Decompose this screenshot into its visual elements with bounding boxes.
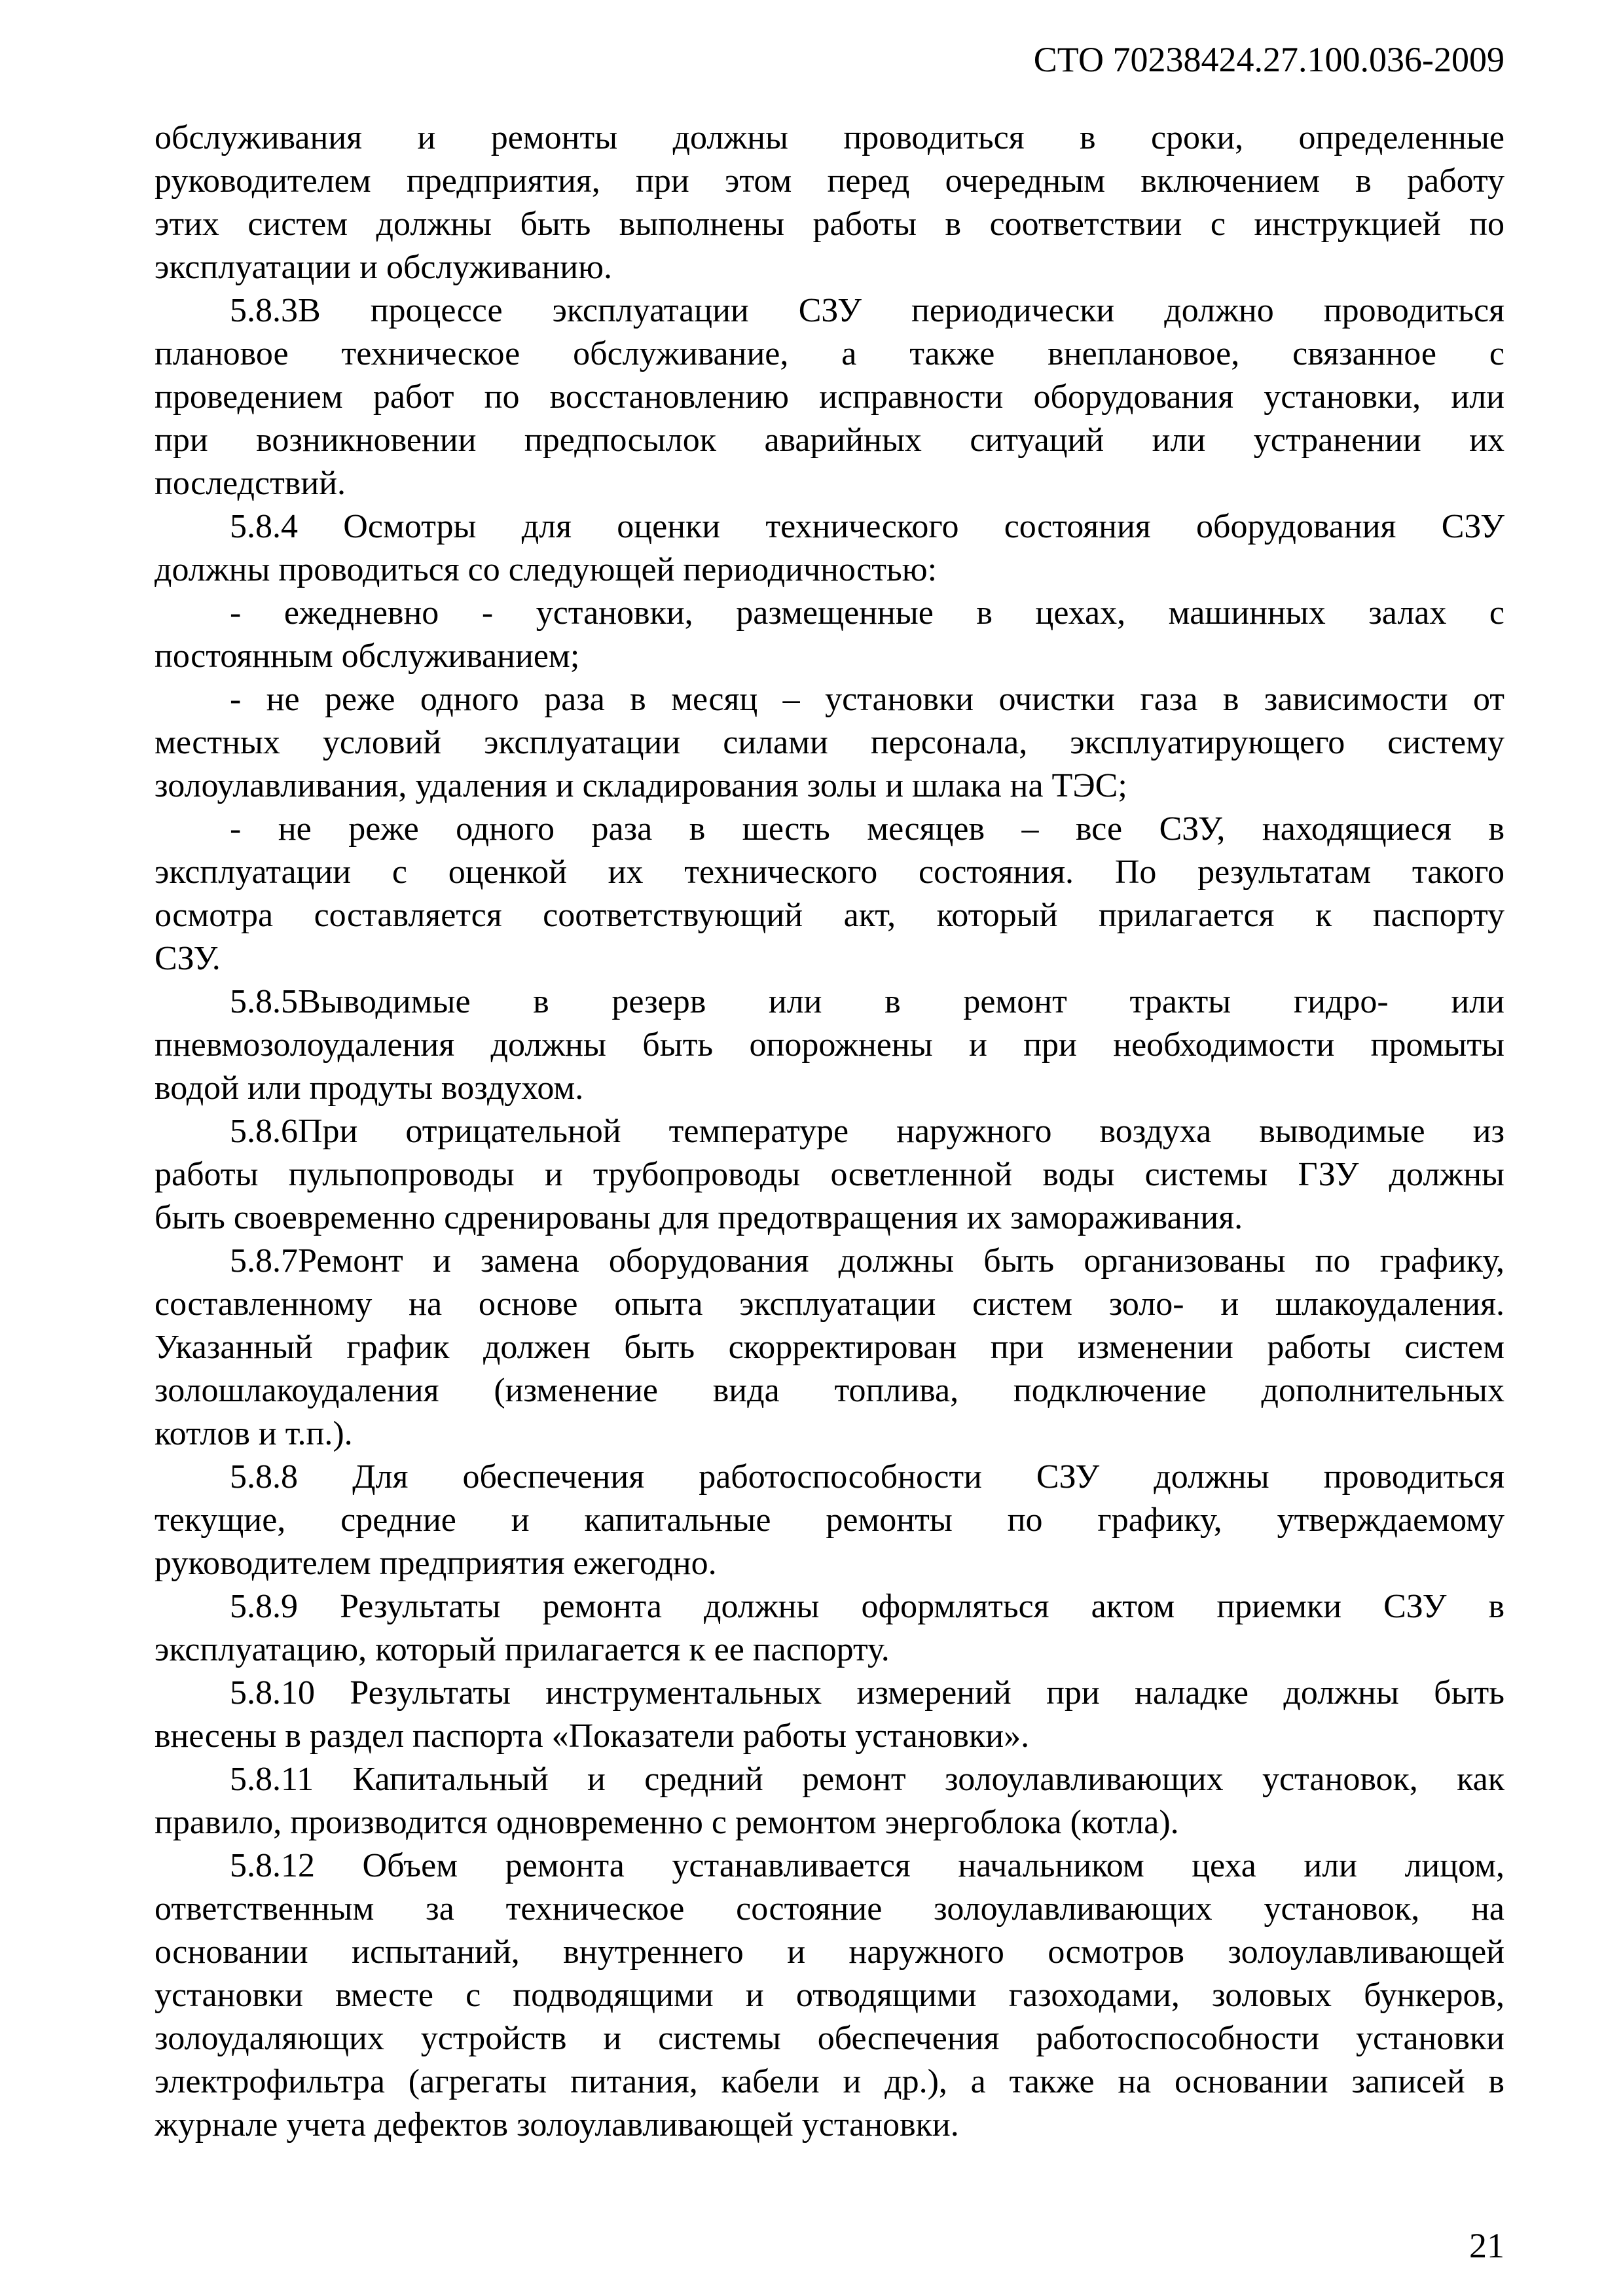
text-line: водой или продуты воздухом. xyxy=(155,1069,584,1107)
text-line: проведением работ по восстановлению исправности оборудования установки, или xyxy=(155,378,1504,416)
document-body xyxy=(155,117,1504,2147)
text-line: последствий. xyxy=(155,465,346,502)
text-line: работы пульпопроводы и трубопроводы осветленной воды системы ГЗУ должны xyxy=(155,1156,1504,1193)
text-line: электрофильтра (агрегаты питания, кабели и др.), а также на основании записей в xyxy=(155,2063,1504,2100)
text-line: ответственным за техническое состояние золоулавливающих установок, на xyxy=(155,1890,1504,1928)
text-line: 5.8.10 Результаты инструментальных измерений при наладке должны быть xyxy=(230,1674,1504,1712)
text-line: эксплуатации и обслуживанию. xyxy=(155,249,612,286)
text-line: - не реже одного раза в шесть месяцев – все СЗУ, находящиеся в xyxy=(230,810,1504,848)
text-line: Указанный график должен быть скорректирован при изменении работы систем xyxy=(155,1329,1504,1366)
text-line: быть своевременно сдренированы для предотвращения их замораживания. xyxy=(155,1199,1243,1236)
text-line: установки вместе с подводящими и отводящими газоходами, золовых бункеров, xyxy=(155,1977,1504,2014)
text-line: 5.8.9 Результаты ремонта должны оформляться актом приемки СЗУ в xyxy=(230,1588,1504,1625)
paragraph xyxy=(155,808,1504,980)
page-number: 21 xyxy=(1469,2226,1504,2265)
text-line: 5.8.5Выводимые в резерв или в ремонт тракты гидро- или xyxy=(230,983,1504,1020)
paragraph xyxy=(155,1672,1504,1758)
text-line: 5.8.4 Осмотры для оценки технического состояния оборудования СЗУ xyxy=(230,508,1504,545)
text-line: 5.8.3В процессе эксплуатации СЗУ периодически должно проводиться xyxy=(230,292,1504,329)
text-line: эксплуатации с оценкой их технического состояния. По результатам такого xyxy=(155,853,1504,891)
text-line: 5.8.6При отрицательной температуре наружного воздуха выводимые из xyxy=(230,1113,1504,1150)
text-line: обслуживания и ремонты должны проводиться в сроки, определенные xyxy=(155,119,1504,156)
text-line: текущие, средние и капитальные ремонты по графику, утверждаемому xyxy=(155,1501,1504,1539)
text-line: - не реже одного раза в месяц – установки очистки газа в зависимости от xyxy=(230,681,1504,718)
paragraph xyxy=(155,1585,1504,1672)
text-line: местных условий эксплуатации силами персонала, эксплуатирующего систему xyxy=(155,724,1504,761)
paragraph xyxy=(155,1110,1504,1240)
paragraph xyxy=(155,1844,1504,2147)
text-line: золошлакоудаления (изменение вида топлива, подключение дополнительных xyxy=(155,1372,1504,1409)
text-line: золоудаляющих устройств и системы обеспечения работоспособности установки xyxy=(155,2020,1504,2057)
text-line: плановое техническое обслуживание, а также внеплановое, связанное с xyxy=(155,335,1504,372)
text-line: этих систем должны быть выполнены работы в соответствии с инструкцией по xyxy=(155,206,1504,243)
paragraph xyxy=(155,1758,1504,1844)
text-line: эксплуатацию, который прилагается к ее паспорту. xyxy=(155,1631,890,1668)
text-line: журнале учета дефектов золоулавливающей установки. xyxy=(155,2106,959,2144)
text-line: 5.8.11 Капитальный и средний ремонт золоулавливающих установок, как xyxy=(230,1761,1504,1798)
paragraph xyxy=(155,980,1504,1110)
text-line: осмотра составляется соответствующий акт, который прилагается к паспорту xyxy=(155,897,1504,934)
text-line: котлов и т.п.). xyxy=(155,1415,353,1452)
text-line: СЗУ. xyxy=(155,940,221,977)
paragraph xyxy=(155,289,1504,505)
text-line: руководителем предприятия ежегодно. xyxy=(155,1545,717,1582)
text-line: 5.8.7Ремонт и замена оборудования должны быть организованы по графику, xyxy=(230,1242,1504,1280)
text-line: правило, производится одновременно с ремонтом энергоблока (котла). xyxy=(155,1804,1179,1841)
document-code-header: СТО 70238424.27.100.036-2009 xyxy=(1033,40,1504,79)
paragraph xyxy=(155,117,1504,289)
text-line: внесены в раздел паспорта «Показатели работы установки». xyxy=(155,1717,1030,1755)
text-line: 5.8.8 Для обеспечения работоспособности СЗУ должны проводиться xyxy=(230,1458,1504,1496)
text-line: при возникновении предпосылок аварийных ситуаций или устранении их xyxy=(155,422,1504,459)
text-line: составленному на основе опыта эксплуатации систем золо- и шлакоудаления. xyxy=(155,1285,1504,1323)
text-line: должны проводиться со следующей периодичностью: xyxy=(155,551,938,588)
text-line: руководителем предприятия, при этом перед очередным включением в работу xyxy=(155,162,1504,200)
text-line: золоулавливания, удаления и складирования золы и шлака на ТЭС; xyxy=(155,767,1127,804)
text-line: основании испытаний, внутреннего и наружного осмотров золоулавливающей xyxy=(155,1933,1504,1971)
text-line: постоянным обслуживанием; xyxy=(155,637,580,675)
paragraph xyxy=(155,592,1504,678)
text-line: 5.8.12 Объем ремонта устанавливается начальником цеха или лицом, xyxy=(230,1847,1504,1884)
paragraph xyxy=(155,1456,1504,1585)
text-line: пневмозолоудаления должны быть опорожнены и при необходимости промыты xyxy=(155,1026,1504,1064)
text-line: - ежедневно - установки, размещенные в цехах, машинных залах с xyxy=(230,594,1504,632)
paragraph xyxy=(155,505,1504,592)
paragraph xyxy=(155,678,1504,808)
paragraph xyxy=(155,1240,1504,1456)
